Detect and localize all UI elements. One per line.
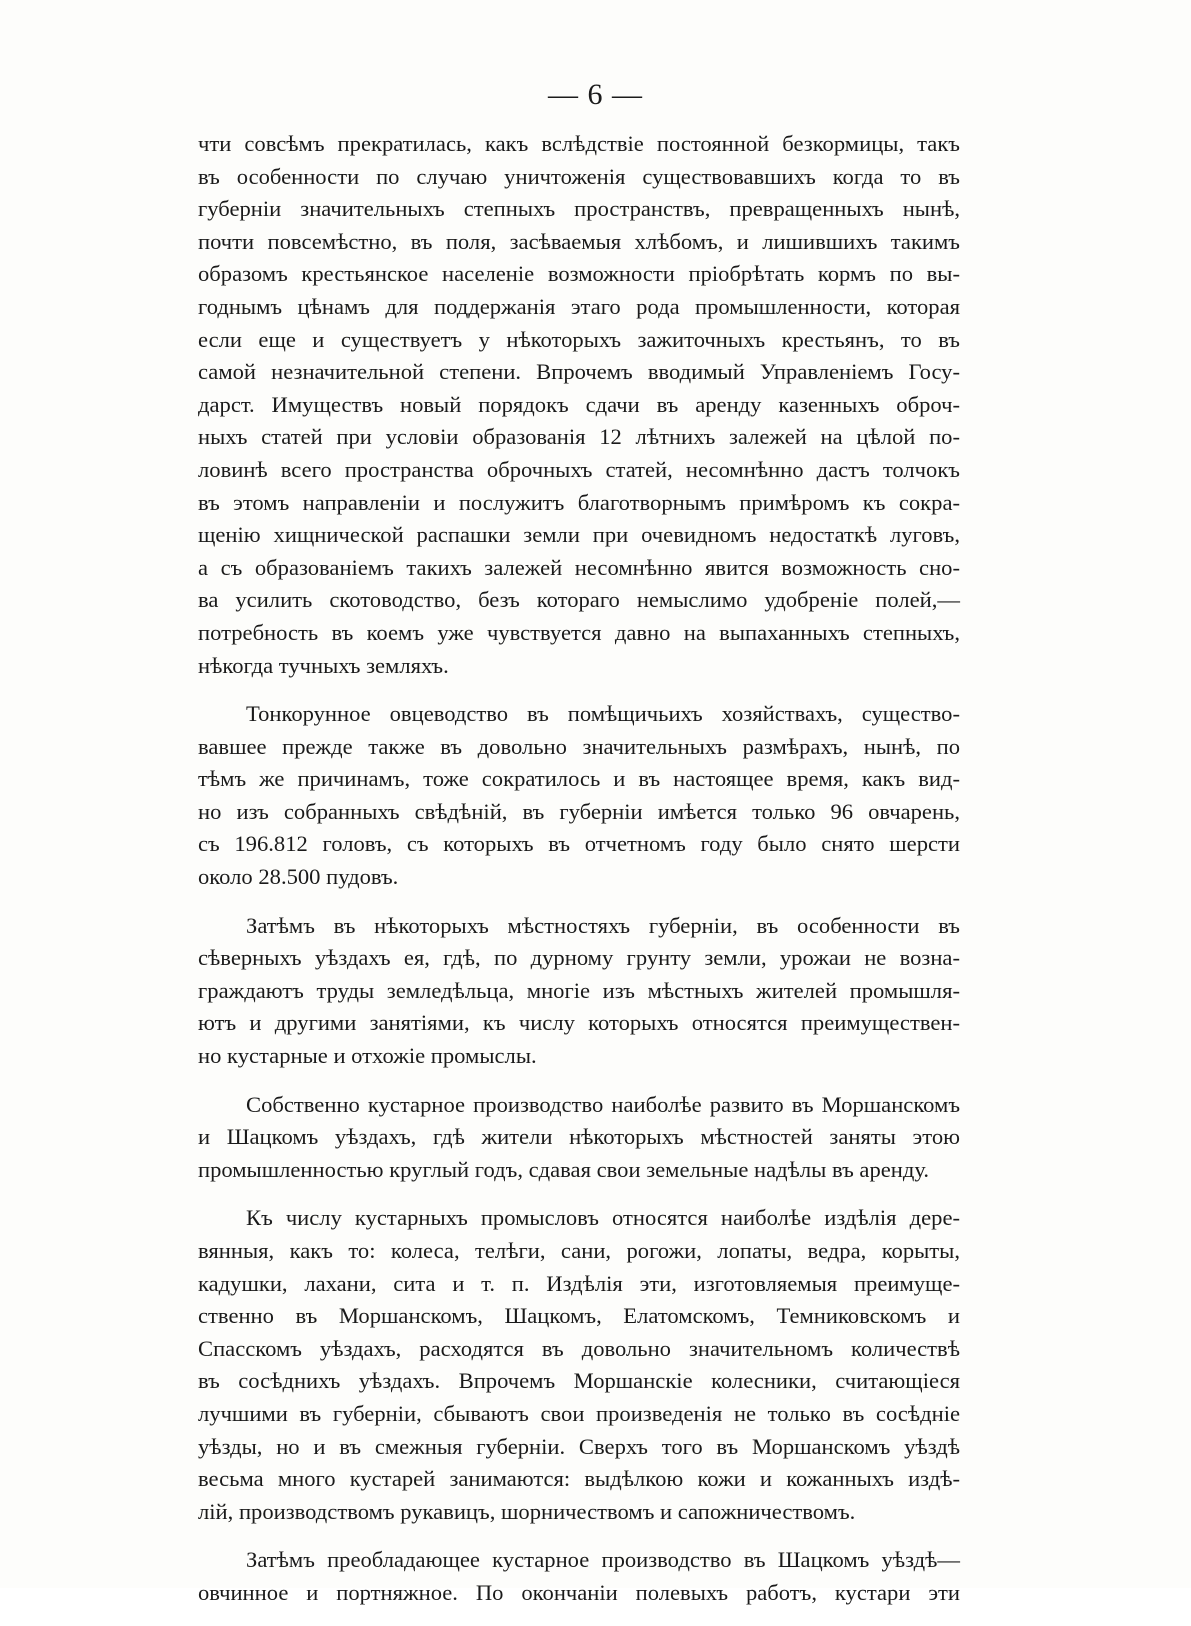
text-line: губерніи значительныхъ степныхъ пространствъ, превращенныхъ нынѣ,	[198, 196, 960, 222]
text-line: потребность въ коемъ уже чувствуется давно на выпаханныхъ степныхъ,	[198, 619, 960, 645]
text-line: сѣверныхъ уѣздахъ ея, гдѣ, по дурному грунту земли, урожаи не возна-	[198, 945, 960, 971]
text-line: Собственно кустарное производство наиболѣе развито въ Моршанскомъ	[246, 1091, 960, 1117]
text-line: ственно въ Моршанскомъ, Шацкомъ, Елатомскомъ, Темниковскомъ и	[198, 1303, 960, 1329]
text-line: въ этомъ направленіи и послужитъ благотворнымъ примѣромъ къ сокра-	[198, 489, 960, 515]
text-line: уѣзды, но и въ смежныя губерніи. Сверхъ того въ Моршанскомъ уѣздѣ	[198, 1433, 960, 1459]
paragraph	[198, 1089, 960, 1187]
paragraph	[198, 1202, 960, 1528]
text-line: вавшее прежде также въ довольно значительныхъ размѣрахъ, нынѣ, по	[198, 733, 960, 759]
text-line: Тонкорунное овцеводство въ помѣщичьихъ хозяйствахъ, существо-	[246, 701, 960, 727]
text-line: кадушки, лахани, сита и т. п. Издѣлія эти, изготовляемыя преимуще-	[198, 1270, 960, 1296]
text-line: нѣкогда тучныхъ земляхъ.	[198, 652, 449, 678]
paragraph	[198, 698, 960, 894]
text-line: Затѣмъ преобладающее кустарное производство въ Шацкомъ уѣздѣ—	[246, 1547, 960, 1573]
text-line: Къ числу кустарныхъ промысловъ относятся наиболѣе издѣлія дере-	[246, 1205, 960, 1231]
text-line: около 28.500 пудовъ.	[198, 864, 399, 890]
text-line: а съ образованіемъ такихъ залежей несомнѣнно явится возможность сно-	[198, 554, 960, 580]
text-line: образомъ крестьянское населеніе возможности пріобрѣтать кормъ по вы-	[198, 261, 960, 287]
text-line: самой незначительной степени. Впрочемъ вводимый Управленіемъ Госу-	[198, 359, 960, 385]
paragraph	[198, 1544, 960, 1609]
text-line: чти совсѣмъ прекратилась, какъ вслѣдствіе постоянной безкормицы, такъ	[198, 131, 960, 156]
text-line: вянныя, какъ то: колеса, телѣги, сани, рогожи, лопаты, ведра, корыты,	[198, 1238, 960, 1263]
text-line: но изъ собранныхъ свѣдѣній, въ губерніи имѣется только 96 овчарень,	[198, 798, 960, 824]
text-line: граждаютъ труды земледѣльца, многіе изъ мѣстныхъ жителей промышля-	[198, 977, 960, 1003]
text-line: ныхъ статей при условіи образованія 12 лѣтнихъ залежей на цѣлой по-	[198, 424, 960, 450]
text-line: въ особенности по случаю уничтоженія существовавшихъ когда то въ	[198, 163, 960, 189]
text-line: лій, производствомъ рукавицъ, шорничествомъ и сапожничествомъ.	[198, 1498, 856, 1524]
text-line: въ сосѣднихъ уѣздахъ. Впрочемъ Моршанскіе колесники, считающіеся	[198, 1368, 960, 1394]
text-line: почти повсемѣстно, въ поля, засѣваемыя хлѣбомъ, и лишившихъ такимъ	[198, 228, 960, 254]
text-line: дарст. Имуществъ новый порядокъ сдачи въ аренду казенныхъ оброч-	[198, 391, 960, 417]
text-line: съ 196.812 головъ, съ которыхъ въ отчетномъ году было снято шерсти	[198, 831, 960, 857]
text-line: овчинное и портняжное. По окончаніи полевыхъ работъ, кустари эти	[198, 1579, 960, 1605]
text-line: ловинѣ всего пространства оброчныхъ статей, несомнѣнно дастъ толчокъ	[198, 456, 960, 482]
text-line: Затѣмъ въ нѣкоторыхъ мѣстностяхъ губерніи, въ особенности въ	[246, 912, 960, 938]
text-line: тѣмъ же причинамъ, тоже сократилось и въ настоящее время, какъ вид-	[198, 766, 960, 792]
text-line: но кустарные и отхожіе промыслы.	[198, 1043, 537, 1069]
paragraph	[198, 128, 960, 682]
text-line: ва усилить скотоводство, безъ котораго немыслимо удобреніе полей,—	[198, 587, 960, 613]
body-text	[198, 128, 960, 1626]
text-line: Спасскомъ уѣздахъ, расходятся въ довольно значительномъ количествѣ	[198, 1335, 960, 1361]
text-line: промышленностью круглый годъ, сдавая свои земельные надѣлы въ аренду.	[198, 1156, 930, 1182]
text-line: годнымъ цѣнамъ для поддержанія этаго рода промышленности, которая	[198, 293, 960, 319]
text-line: весьма много кустарей занимаются: выдѣлкою кожи и кожанныхъ издѣ-	[198, 1466, 960, 1492]
text-line: и Шацкомъ уѣздахъ, гдѣ жители нѣкоторыхъ мѣстностей заняты этою	[198, 1124, 960, 1150]
text-line: щенію хищнической распашки земли при очевидномъ недостаткѣ луговъ,	[198, 522, 960, 548]
paragraph	[198, 910, 960, 1073]
page-number: — 6 —	[548, 78, 643, 111]
text-line: ютъ и другими занятіями, къ числу которыхъ относятся преимуществен-	[198, 1010, 960, 1036]
text-line: если еще и существуетъ у нѣкоторыхъ зажиточныхъ крестьянъ, то въ	[198, 326, 960, 352]
text-line: лучшими въ губерніи, сбываютъ свои произведенія не только въ сосѣдніе	[198, 1400, 960, 1426]
